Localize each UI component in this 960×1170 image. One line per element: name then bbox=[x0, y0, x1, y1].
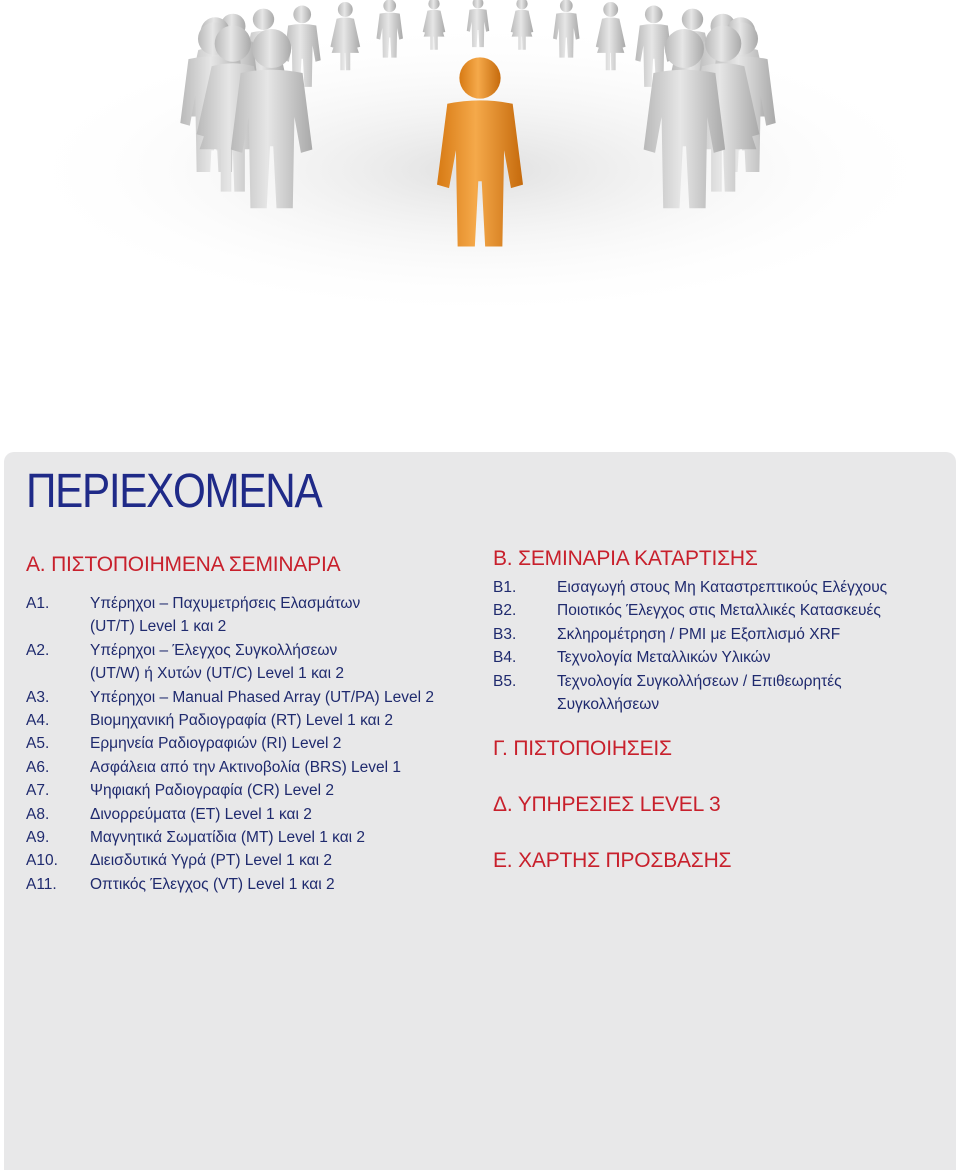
item-text: Υπέρηχοι – Παχυμετρήσεις Ελασμάτων bbox=[90, 595, 361, 612]
item-code: Β1. bbox=[493, 579, 517, 596]
item-code: Α1. bbox=[26, 595, 50, 612]
section-a-heading: Α. ΠΙΣΤΟΠΟΙΗΜΕΝΑ ΣΕΜΙΝΑΡΙΑ bbox=[26, 553, 341, 576]
section-e-heading: Ε. ΧΑΡΤΗΣ ΠΡΟΣΒΑΣΗΣ bbox=[493, 849, 732, 872]
item-code: Α10. bbox=[26, 852, 58, 870]
list-item bbox=[26, 803, 466, 826]
item-text: Ερμηνεία Ραδιογραφιών (RI) Level 2 bbox=[90, 735, 342, 753]
item-code: Β5. bbox=[493, 672, 517, 690]
item-text: Σκληρομέτρηση / PMI με Εξοπλισμό XRF bbox=[557, 625, 841, 643]
item-code: Β2. bbox=[493, 602, 517, 620]
section-d-heading: Δ. ΥΠΗΡΕΣΙΕΣ LEVEL 3 bbox=[493, 793, 721, 816]
list-item bbox=[493, 576, 943, 599]
list-item bbox=[493, 646, 943, 669]
item-code: Α6. bbox=[26, 758, 50, 776]
section-c-heading: Γ. ΠΙΣΤΟΠΟΙΗΣΕΙΣ bbox=[493, 737, 672, 760]
page-title: ΠΕΡΙΕΧΟΜΕΝΑ bbox=[26, 465, 322, 518]
list-item bbox=[26, 732, 466, 755]
list-item bbox=[26, 639, 466, 686]
list-item bbox=[26, 686, 466, 709]
item-text: (UT/W) ή Χυτών (UT/C) Level 1 και 2 bbox=[90, 665, 345, 683]
list-item bbox=[26, 826, 466, 849]
item-code: Β4. bbox=[493, 649, 517, 667]
item-text: Υπέρηχοι – Manual Phased Array (UT/PA) Level 2 bbox=[90, 688, 435, 706]
item-text: Ψηφιακή Ραδιογραφία (CR) Level 2 bbox=[90, 782, 334, 800]
item-text: Οπτικός Έλεγχος (VT) Level 1 και 2 bbox=[90, 875, 335, 893]
item-code: Α3. bbox=[26, 688, 50, 706]
section-b-list bbox=[493, 576, 943, 716]
list-item bbox=[493, 623, 943, 646]
item-text: Μαγνητικά Σωματίδια (MT) Level 1 και 2 bbox=[90, 829, 366, 847]
list-item bbox=[26, 756, 466, 779]
list-item bbox=[26, 873, 466, 896]
item-text: Ποιοτικός Έλεγχος στις Μεταλλικές Κατασκευές bbox=[557, 602, 881, 620]
item-text: Βιομηχανική Ραδιογραφία (RT) Level 1 και 2 bbox=[90, 712, 393, 730]
list-item bbox=[26, 592, 466, 639]
item-text: Τεχνολογία Συγκολλήσεων / Επιθεωρητές bbox=[557, 672, 842, 690]
section-a-list bbox=[26, 592, 466, 896]
item-text: Εισαγωγή στους Μη Καταστρεπτικούς Ελέγχους bbox=[557, 579, 888, 596]
people-circle-illustration bbox=[0, 0, 960, 430]
item-text: Συγκολλήσεων bbox=[557, 696, 660, 714]
section-b-heading: Β. ΣΕΜΙΝΑΡΙΑ ΚΑΤΑΡΤΙΣΗΣ bbox=[493, 547, 758, 570]
item-text: Τεχνολογία Μεταλλικών Υλικών bbox=[557, 649, 771, 667]
item-code: Α5. bbox=[26, 735, 50, 753]
item-code: Α7. bbox=[26, 782, 50, 800]
list-item bbox=[26, 709, 466, 732]
item-code: Α2. bbox=[26, 641, 50, 659]
list-item bbox=[26, 849, 466, 872]
list-item bbox=[26, 779, 466, 802]
item-text: Ασφάλεια από την Ακτινοβολία (BRS) Level 1 bbox=[90, 758, 402, 776]
item-text: Δινορρεύματα (ET) Level 1 και 2 bbox=[90, 805, 312, 823]
item-code: Α11. bbox=[26, 875, 57, 893]
item-code: Α8. bbox=[26, 805, 50, 823]
item-code: Α9. bbox=[26, 829, 50, 847]
item-code: Α4. bbox=[26, 712, 50, 730]
item-text: Υπέρηχοι – Έλεγχος Συγκολλήσεων bbox=[90, 641, 338, 659]
list-item bbox=[493, 599, 943, 622]
item-text: Διεισδυτικά Υγρά (PT) Level 1 και 2 bbox=[90, 852, 332, 870]
item-code: Β3. bbox=[493, 625, 517, 643]
item-text: (UT/T) Level 1 και 2 bbox=[90, 618, 227, 636]
list-item bbox=[493, 670, 943, 717]
